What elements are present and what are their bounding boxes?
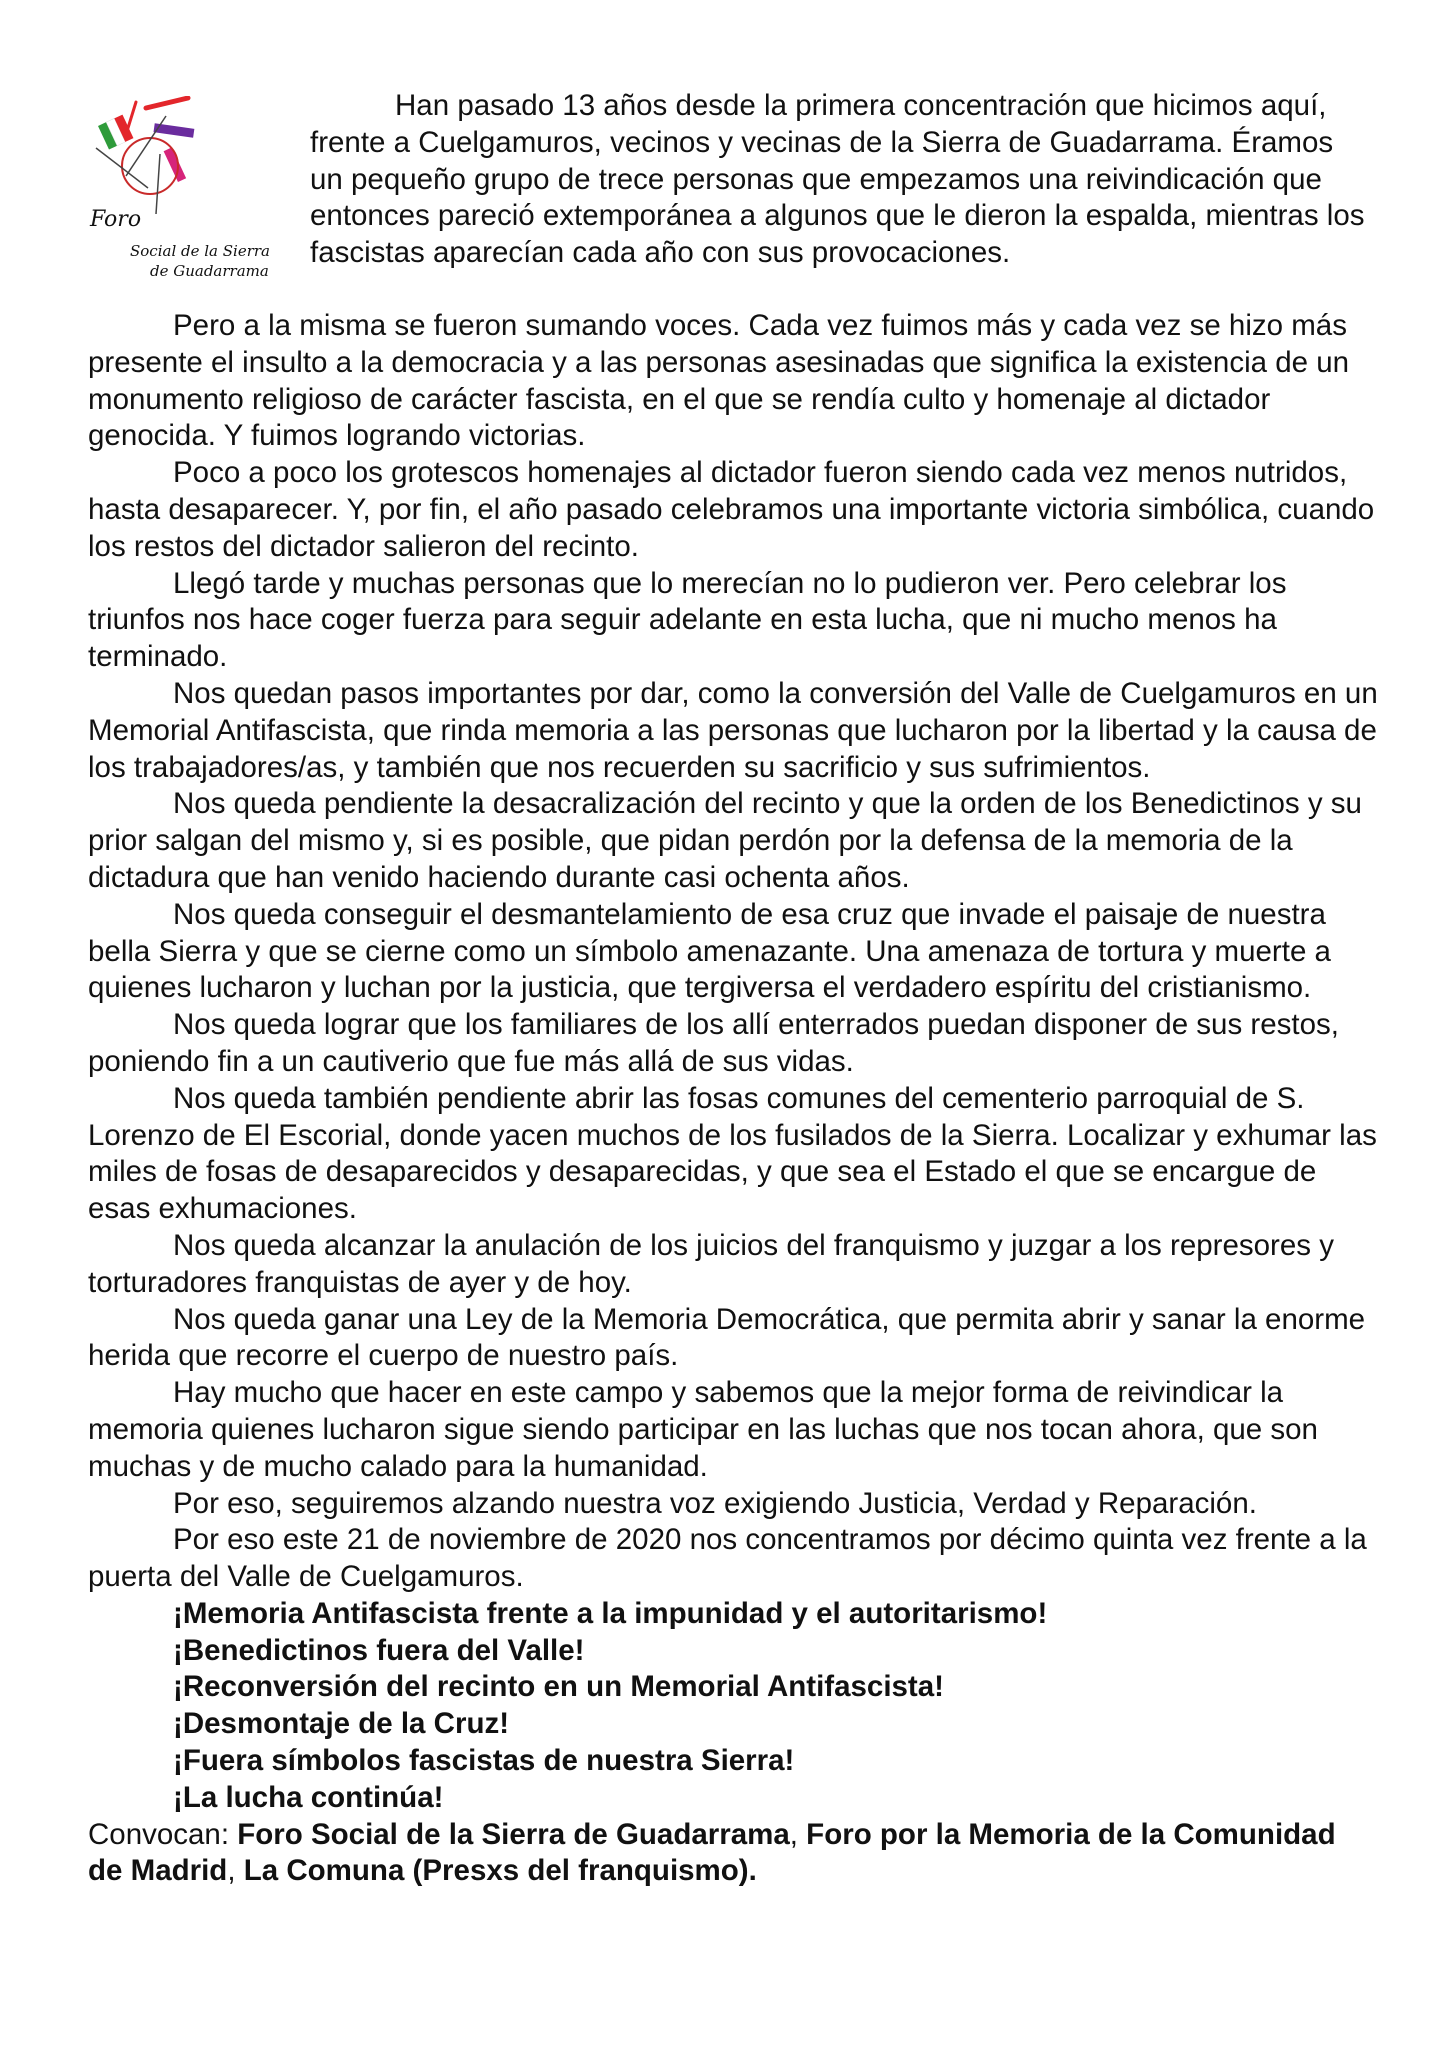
convocan-separator: , [227, 1854, 244, 1888]
paragraph: Por eso este 21 de noviembre de 2020 nos concentramos por décimo quinta vez frente a la puerta del Valle de Cuelgamuros. [88, 1523, 1367, 1594]
paragraph: Nos queda pendiente la desacralización del recinto y que la orden de los Benedictinos y su prior salgan del mismo y, si es posible, que pidan perdón por la defensa de la memoria de la dictadura que han venido haciendo durante casi ochenta años. [88, 787, 1362, 894]
logo-red-stroke [146, 98, 188, 108]
paragraph: Nos queda lograr que los familiares de los allí enterrados puedan disponer de sus restos, poniendo fin a un cautiverio que fue más allá de sus vidas. [88, 1008, 1339, 1078]
paragraph: Nos queda alcanzar la anulación de los juicios del franquismo y juzgar a los represores y torturadores franquistas de ayer y de hoy. [88, 1228, 1334, 1299]
logo-flag-block [98, 115, 133, 150]
paragraph: Poco a poco los grotescos homenajes al dictador fueron siendo cada vez menos nutridos, hasta desaparecer. Y, por fin, el año pasado celebramos una importante victoria simbólica, cuando los restos del dictador salieron del recinto. [88, 456, 1375, 563]
paragraph: Pero a la misma se fueron sumando voces. Cada vez fuimos más y cada vez se hizo más presente el insulto a la democracia y a las personas asesinadas que significa la existencia de un monumento religioso de carácter fascista, en el que se rendía culto y homenaje al dictador genocida. Y fuimos logrando victorias. [88, 309, 1350, 453]
foro-social-logo [88, 96, 288, 296]
body-text [88, 308, 1378, 1890]
convocan-label: Convocan: [88, 1817, 238, 1851]
convocan-org-foro-memoria: Foro por la Memoria de la Comunidad de Madrid [88, 1817, 1336, 1888]
convocan-org-la-comuna: La Comuna (Presxs del franquismo). [243, 1854, 757, 1888]
paragraph: Nos queda también pendiente abrir las fosas comunes del cementerio parroquial de S. Lorenzo de El Escorial, donde yacen muchos de los fusilados de la Sierra. Localizar y exhumar las miles de fosas de desaparecidos y desaparecidas, y que sea el Estado el que se encargue de esas exhumaciones. [88, 1081, 1377, 1226]
paragraph: Nos quedan pasos importantes por dar, como la conversión del Valle de Cuelgamuros en un Memorial Antifascista, que rinda memoria a las personas que lucharon por la libertad y la causa de los trabajadores/as, y también que nos recuerden su sacrificio y sus sufrimientos. [88, 676, 1378, 784]
paragraph: Por eso, seguiremos alzando nuestra voz exigiendo Justicia, Verdad y Reparación. [173, 1486, 1257, 1520]
slogan: ¡Benedictinos fuera del Valle! [173, 1633, 585, 1667]
logo-text-social: Social de la Sierra [130, 242, 271, 260]
convocan-org-foro-social: Foro Social de la Sierra de Guadarrama [237, 1817, 790, 1851]
convocan-line [88, 1817, 1378, 1891]
convocan-separator: , [789, 1817, 807, 1851]
slogan: ¡Reconversión del recinto en un Memorial Antifascista! [173, 1670, 944, 1704]
logo-text-foro: Foro [90, 207, 142, 232]
logo-thin-line-2 [126, 116, 166, 176]
logo-text-guadarrama: de Guadarrama [150, 262, 269, 280]
logo-thin-line-3 [156, 154, 160, 214]
slogan: ¡Desmontaje de la Cruz! [173, 1707, 510, 1741]
logo-circle [122, 138, 178, 194]
slogan: ¡La lucha continúa! [173, 1780, 444, 1814]
paragraph: Llegó tarde y muchas personas que lo merecían no lo pudieron ver. Pero celebrar los triunfos nos hace coger fuerza para seguir adelante en esta lucha, que ni mucho menos ha terminado. [88, 566, 1287, 674]
paragraph: Nos queda conseguir el desmantelamiento de esa cruz que invade el paisaje de nuestra bella Sierra y que se cierne como un símbolo amenazante. Una amenaza de tortura y muerte a quienes lucharon y luchan por la justicia, que tergiversa el verdadero espíritu del cristianismo. [88, 897, 1331, 1005]
logo-red-stroke-2 [128, 102, 136, 128]
paragraph: Hay mucho que hacer en este campo y sabemos que la mejor forma de reivindicar la memoria quienes lucharon sigue siendo participar en las luchas que nos tocan ahora, que son muchas y de mucho calado para la humanidad. [88, 1376, 1318, 1483]
slogan: ¡Memoria Antifascista frente a la impunidad y el autoritarismo! [173, 1596, 1048, 1630]
slogan: ¡Fuera símbolos fascistas de nuestra Sierra! [173, 1744, 795, 1778]
paragraph: Nos queda ganar una Ley de la Memoria Democrática, que permita abrir y sanar la enorme herida que recorre el cuerpo de nuestro país. [88, 1302, 1366, 1373]
intro-paragraph: Han pasado 13 años desde la primera concentración que hicimos aquí, frente a Cuelgamuros, vecinos y vecinas de la Sierra de Guadarrama. Éramos un pequeño grupo de trece personas que empezamos una reivindicación que entonces pareció extemporánea a algunos que le dieron la espalda, mientras los fascistas aparecían cada año con sus provocaciones. [310, 89, 1365, 270]
